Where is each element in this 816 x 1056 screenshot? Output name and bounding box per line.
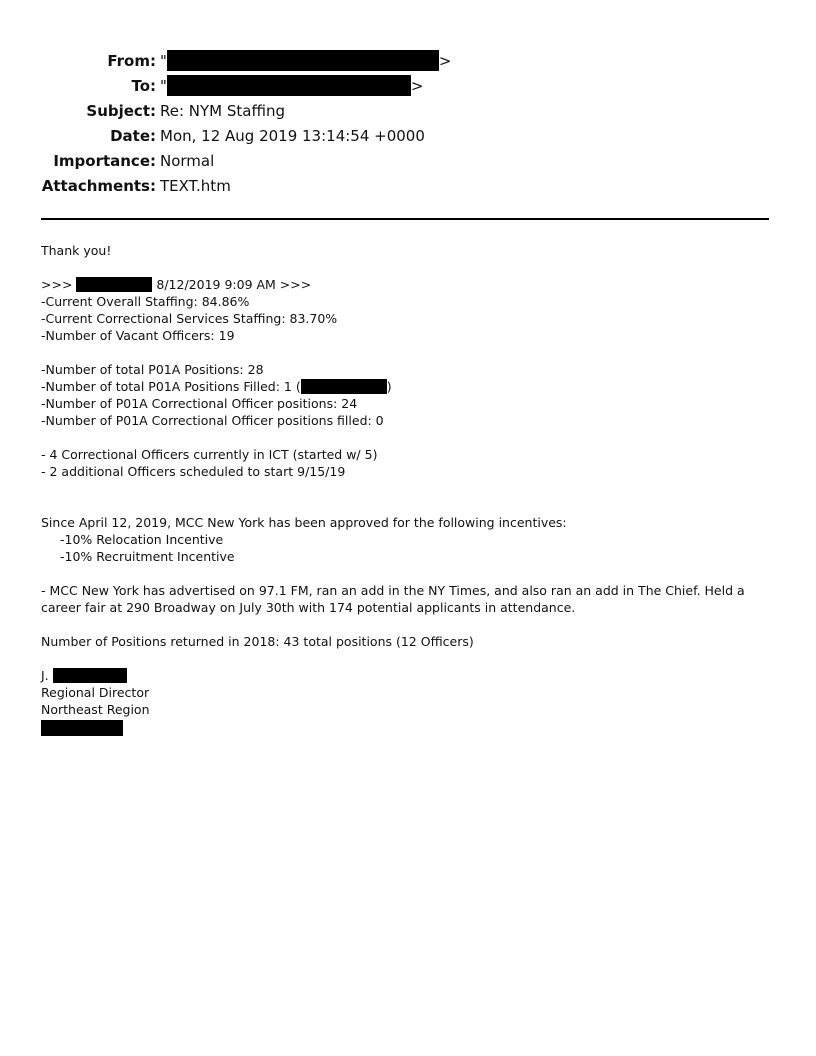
- greeting: Thank you!: [41, 243, 112, 258]
- quote-prefix: >>>: [41, 277, 73, 292]
- vacant-officers: -Number of Vacant Officers: 19: [41, 328, 235, 343]
- signature-redaction: [41, 720, 123, 736]
- to-redaction: [167, 75, 411, 96]
- attachments-value: TEXT.htm: [160, 177, 231, 195]
- positions-returned: Number of Positions returned in 2018: 43 total positions (12 Officers): [41, 634, 474, 649]
- to-row: [0, 74, 816, 99]
- p01a-filled-close: ): [386, 379, 392, 394]
- name-redaction: [53, 668, 127, 683]
- to-quote: ": [160, 77, 167, 95]
- importance-label: Importance:: [53, 152, 156, 170]
- from-quote: ": [160, 52, 167, 70]
- header-divider: [41, 218, 769, 220]
- overall-staffing: -Current Overall Staffing: 84.86%: [41, 294, 250, 309]
- subject-row: [0, 99, 816, 124]
- signature-name: [41, 667, 781, 684]
- from-row: [0, 49, 816, 74]
- p01a-filled-text: -Number of total P01A Positions Filled: 1 (: [41, 379, 301, 394]
- p01a-co-positions: -Number of P01A Correctional Officer positions: 24: [41, 396, 358, 411]
- attachments-label: Attachments:: [41, 177, 156, 195]
- importance-value: Normal: [160, 152, 215, 170]
- p01a-total: -Number of total P01A Positions: 28: [41, 362, 264, 377]
- quote-date: 8/12/2019 9:09 AM >>>: [156, 277, 312, 292]
- from-value: [160, 49, 451, 74]
- signature-extra: [41, 718, 781, 735]
- incentive-recruitment: -10% Recruitment Incentive: [60, 549, 235, 564]
- to-bracket: >: [410, 77, 424, 95]
- p01a-filled: [41, 378, 781, 395]
- signature-initial: J.: [41, 668, 49, 683]
- attachments-row: [0, 174, 816, 199]
- signature-title: Regional Director: [41, 685, 150, 700]
- date-label: Date:: [110, 127, 156, 145]
- sender-redaction: [76, 277, 152, 292]
- date-value: Mon, 12 Aug 2019 13:14:54 +0000: [160, 127, 425, 145]
- subject-value: Re: NYM Staffing: [160, 102, 286, 120]
- subject-label: Subject:: [86, 102, 156, 120]
- email-header: [0, 49, 816, 199]
- filled-redaction: [301, 379, 387, 394]
- signature-region: Northeast Region: [41, 702, 150, 717]
- email-body: [41, 242, 781, 735]
- incentive-relocation: -10% Relocation Incentive: [60, 532, 224, 547]
- to-label: To:: [131, 77, 156, 95]
- incentives-intro: Since April 12, 2019, MCC New York has been approved for the following incentives:: [41, 515, 567, 530]
- advertising-paragraph: - MCC New York has advertised on 97.1 FM, ran an add in the NY Times, and also ran an add in The Chief. Held a career fair at 290 Broadway on July 30th with 174 potential applicants in attendance.: [41, 583, 745, 615]
- from-bracket: >: [438, 52, 452, 70]
- date-row: [0, 124, 816, 149]
- from-redaction: [167, 50, 439, 71]
- from-label: From:: [107, 52, 156, 70]
- additional-officers: - 2 additional Officers scheduled to start 9/15/19: [41, 464, 346, 479]
- p01a-co-filled: -Number of P01A Correctional Officer positions filled: 0: [41, 413, 384, 428]
- importance-row: [0, 149, 816, 174]
- ict-officers: - 4 Correctional Officers currently in ICT (started w/ 5): [41, 447, 378, 462]
- to-value: [160, 74, 423, 99]
- correctional-staffing: -Current Correctional Services Staffing: 83.70%: [41, 311, 338, 326]
- quote-header: [41, 276, 781, 293]
